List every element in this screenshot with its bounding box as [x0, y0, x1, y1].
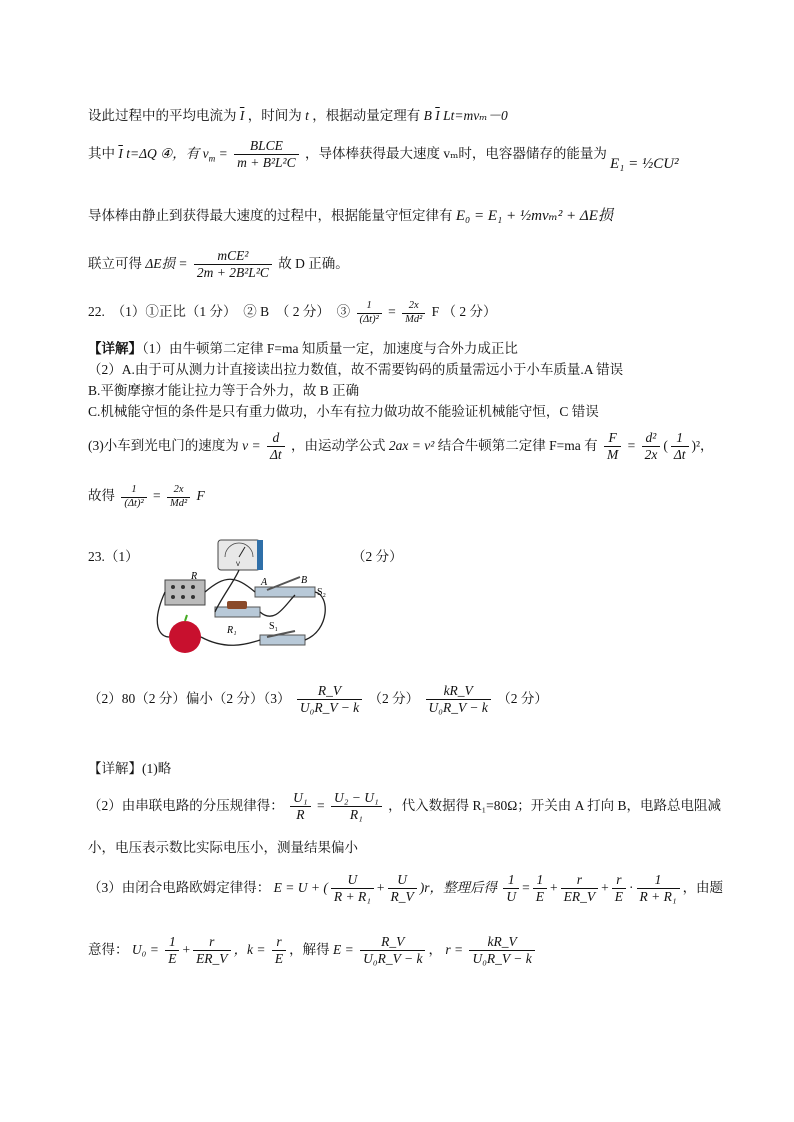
- numerator: U₁: [290, 790, 310, 807]
- t-symbol: t: [305, 108, 309, 123]
- numerator: BLCE: [234, 138, 298, 155]
- numerator: 1: [533, 872, 547, 889]
- numerator: F: [604, 430, 621, 447]
- plus: +: [182, 941, 191, 957]
- denominator: (Δt)²: [359, 313, 379, 325]
- numerator: r: [561, 872, 599, 889]
- d23-line-4: [88, 872, 723, 905]
- text: ，代入数据得 R₁=80Ω；开关由 A 打向 B，电路总电阻减: [388, 797, 721, 813]
- numerator: mCE²: [194, 248, 272, 265]
- numerator: 2x: [167, 484, 190, 498]
- eq: t=ΔQ ④，有: [126, 145, 200, 161]
- text: （2 分）: [368, 690, 420, 706]
- numerator: 2x: [402, 300, 425, 314]
- line-3: [88, 204, 613, 225]
- q22-answer: [88, 300, 497, 326]
- lhs: ΔE损 =: [145, 255, 188, 271]
- denominator: R_V: [390, 889, 414, 905]
- denominator: 2x: [644, 447, 658, 463]
- lhs: r =: [445, 941, 464, 957]
- fraction: [671, 430, 689, 463]
- switch-s1-icon: [260, 635, 305, 645]
- fraction: [533, 872, 547, 905]
- fraction: [612, 872, 626, 905]
- denominator: E: [614, 889, 624, 905]
- text: 22. （1）①正比（1 分） ② B （ 2 分） ③: [88, 304, 351, 320]
- fraction: [331, 872, 374, 905]
- numerator: U: [388, 872, 417, 889]
- text: 故得: [88, 488, 115, 504]
- text: )²，: [691, 437, 714, 453]
- text: （2 分）: [497, 690, 548, 706]
- denominator: U₀R_V − k: [363, 951, 423, 967]
- plus: +: [601, 879, 609, 895]
- dot: ·: [629, 879, 634, 895]
- d22-line-1: [88, 337, 518, 357]
- fraction: [402, 300, 425, 326]
- text: 意得：: [88, 941, 129, 957]
- numerator: 1: [165, 934, 179, 951]
- paren: (: [663, 437, 668, 453]
- fraction: [469, 934, 534, 967]
- numerator: 1: [637, 872, 680, 889]
- plus: +: [550, 879, 558, 895]
- denominator: R₁: [349, 807, 363, 823]
- equals: =: [316, 797, 325, 813]
- fraction: [165, 934, 179, 967]
- fraction: [297, 683, 362, 716]
- lhs: U₀ =: [131, 941, 159, 957]
- equals: =: [522, 879, 530, 895]
- denominator: U₀R_V − k: [472, 951, 532, 967]
- lhs: v =: [242, 437, 261, 453]
- fraction: [388, 872, 417, 905]
- text: F （ 2 分）: [431, 304, 497, 320]
- text: ，由运动学公式: [291, 437, 386, 453]
- numerator: kR_V: [469, 934, 534, 951]
- apple-icon: [169, 621, 201, 653]
- text: F: [196, 488, 205, 504]
- text: ，根据动量定理有: [312, 108, 421, 123]
- fraction: [167, 484, 190, 510]
- fraction: [267, 430, 285, 463]
- momentum-eq: Lt=mvₘ－0: [443, 108, 508, 123]
- d22-line-4: C.机械能守恒的条件是只有重力做功，小车有拉力做功故不能验证机械能守恒，C 错误: [88, 404, 599, 419]
- circuit-diagram: [155, 535, 335, 660]
- text: （3）由闭合电路欧姆定律得：: [88, 879, 271, 895]
- equals: =: [388, 304, 396, 320]
- d23-line-3: 小，电压表示数比实际电压小，测量结果偏小: [88, 840, 358, 855]
- vm-lhs: $v_m$ =: [202, 145, 228, 164]
- numerator: r: [612, 872, 626, 889]
- numerator: U: [331, 872, 374, 889]
- fraction: [604, 430, 621, 463]
- denominator: ER_V: [196, 951, 228, 967]
- fraction: [426, 683, 491, 716]
- text: （2）80（2 分）偏小（2 分）（3）: [88, 690, 291, 706]
- line-1: [88, 104, 508, 124]
- denominator: E: [535, 889, 545, 905]
- numerator: r: [272, 934, 286, 951]
- plus: +: [376, 879, 385, 895]
- denominator: U₀R_V − k: [299, 700, 360, 716]
- q23-score: （2 分）: [352, 549, 403, 564]
- text: （1）由牛顿第二定律 F=ma 知质量一定，加速度与合外力成正比: [142, 341, 518, 356]
- label-r1: R₁: [227, 625, 237, 636]
- fraction: [331, 790, 382, 823]
- vm-fraction: [234, 138, 298, 171]
- line-2: [88, 138, 607, 171]
- b-symbol: B: [423, 108, 432, 123]
- text: ，k =: [233, 941, 266, 957]
- q23-head: 23.（1）: [88, 549, 139, 564]
- text: 故 D 正确。: [278, 255, 349, 271]
- denominator: m + B²L²C: [237, 155, 296, 171]
- numerator: d: [267, 430, 285, 447]
- text: 导体棒由静止到获得最大速度的过程中，根据能量守恒定律有: [88, 208, 453, 223]
- text: (3)小车到光电门的速度为: [88, 437, 239, 453]
- fraction: [193, 934, 231, 967]
- avg-current-symbol: $\overline{I}$: [118, 145, 123, 161]
- text: 联立可得: [88, 255, 142, 271]
- d22-line-6: [88, 484, 205, 510]
- fraction: [360, 934, 425, 967]
- numerator: 1: [121, 484, 146, 498]
- fraction: [357, 300, 382, 326]
- denominator: E: [274, 951, 284, 967]
- e1-formula: E₁ = ½CU²: [610, 156, 679, 172]
- text: 其中: [88, 145, 115, 161]
- label-a: A: [261, 577, 268, 588]
- denominator: R: [296, 807, 305, 823]
- numerator: U₂ − U₁: [331, 790, 382, 807]
- avg-current-symbol: $\overline{I}$: [435, 108, 440, 123]
- energy-eq: E₀ = E₁ + ½mvₘ² + ΔE损: [455, 208, 613, 224]
- text: ，由题: [682, 879, 724, 895]
- denominator: R + R₁: [333, 889, 371, 905]
- text: )r，整理后得: [419, 879, 498, 895]
- denominator: (Δt)²: [124, 497, 144, 509]
- numerator: kR_V: [426, 683, 491, 700]
- numerator: R_V: [360, 934, 425, 951]
- equals: =: [627, 437, 636, 453]
- text: （2）由串联电路的分压规律得：: [88, 797, 284, 813]
- loss-fraction: [194, 248, 272, 281]
- fraction: [272, 934, 286, 967]
- fraction: [561, 872, 599, 905]
- denominator: Δt: [673, 447, 686, 463]
- d23-line-2: [88, 790, 721, 823]
- text: 结合牛顿第二定律 F=ma 有: [437, 437, 598, 453]
- denominator: U₀R_V − k: [428, 700, 488, 716]
- denominator: R + R₁: [639, 889, 677, 905]
- denominator: E: [168, 951, 177, 967]
- text: ，解得: [289, 941, 330, 957]
- d22-line-2: （2）A.由于可从测力计直接读出拉力数值，故不需要钩码的质量需远小于小车质量.A 错误: [88, 362, 624, 377]
- fraction: [637, 872, 680, 905]
- fraction: [503, 872, 519, 905]
- comma: ，: [428, 941, 442, 957]
- label-r: R: [191, 571, 198, 582]
- label-s1: S₁: [269, 621, 279, 632]
- avg-current-symbol: $\overline{I}$: [239, 108, 245, 123]
- numerator: R_V: [297, 683, 362, 700]
- d22-line-5: [88, 430, 714, 463]
- numerator: 1: [503, 872, 519, 889]
- denominator: Md²: [169, 497, 188, 509]
- q23-answer: [88, 683, 548, 716]
- eq: E = U + (: [273, 879, 328, 895]
- numerator: d²: [642, 430, 661, 447]
- numerator: r: [193, 934, 231, 951]
- detail-tag: 【详解】: [88, 341, 142, 356]
- label-b: B: [301, 575, 308, 586]
- d23-line-5: [88, 934, 538, 967]
- fraction: [290, 790, 310, 823]
- label-s2: S₂: [317, 587, 327, 598]
- denominator: Δt: [269, 447, 282, 463]
- text: 设此过程中的平均电流为: [88, 108, 237, 123]
- voltmeter-label: V: [236, 562, 241, 568]
- switch-s2-icon: [255, 587, 315, 597]
- resistance-box-icon: [165, 580, 205, 605]
- equals: =: [152, 488, 161, 504]
- denominator: U: [506, 889, 517, 905]
- denominator: Md²: [405, 313, 423, 325]
- d22-line-3: B.平衡摩擦才能让拉力等于合外力，故 B 正确: [88, 383, 360, 398]
- fraction: [642, 430, 661, 463]
- line-4: [88, 248, 349, 281]
- numerator: 1: [671, 430, 689, 447]
- lhs: E =: [333, 941, 354, 957]
- text: ，时间为: [247, 108, 302, 123]
- kinematic-eq: 2ax = v²: [388, 437, 435, 453]
- d23-line-1: 【详解】(1)略: [88, 761, 172, 776]
- denominator: M: [606, 447, 619, 463]
- fraction: [121, 484, 146, 510]
- denominator: ER_V: [563, 889, 596, 905]
- numerator: 1: [357, 300, 382, 314]
- denominator: 2m + 2B²L²C: [196, 265, 269, 281]
- text: ，导体棒获得最大速度 vₘ时，电容器储存的能量为: [304, 145, 607, 161]
